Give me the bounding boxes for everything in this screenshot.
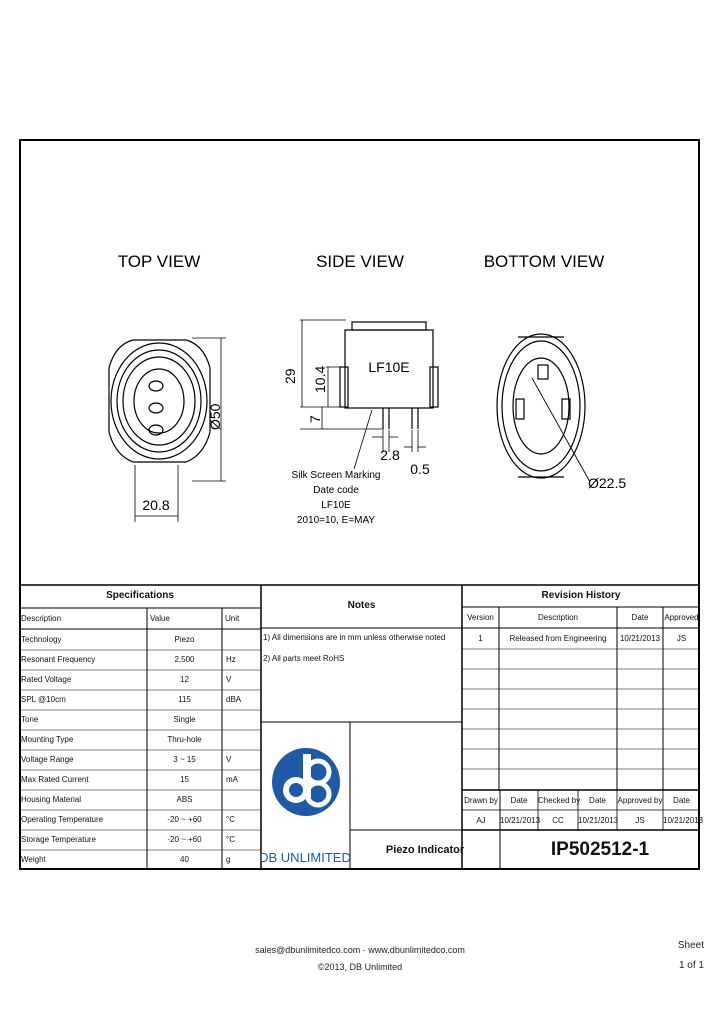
signoff-drawn-date: 10/21/2013 <box>500 816 541 825</box>
rev-version: 1 <box>478 634 483 643</box>
spec-unit: °C <box>226 815 235 824</box>
dim-height-10-4: 10.4 <box>312 365 328 393</box>
spec-desc: Operating Temperature <box>21 815 104 824</box>
spec-header-description: Description <box>21 614 62 623</box>
svg-text:Date code: Date code <box>313 485 359 496</box>
signoff-checked-by-label: Checked by <box>538 796 581 805</box>
notes-title: Notes <box>347 600 376 611</box>
spec-unit: V <box>226 755 232 764</box>
spec-unit: °C <box>226 835 235 844</box>
side-marking: LF10E <box>368 359 410 375</box>
revision-history-title: Revision History <box>541 590 621 601</box>
spec-desc: Resonant Frequency <box>21 655 96 664</box>
spec-desc: SPL @10cm <box>21 695 66 704</box>
silk-screen-note <box>292 470 381 526</box>
signoff-approved-date: 10/21/2013 <box>663 816 704 825</box>
spec-value: ABS <box>176 795 193 804</box>
signoff-date-label: Date <box>673 796 690 805</box>
spec-value: -20 ~ +60 <box>167 835 202 844</box>
rev-date: 10/21/2013 <box>619 634 661 643</box>
svg-text:LF10E: LF10E <box>321 500 351 511</box>
spec-desc: Voltage Range <box>21 755 74 764</box>
dim-pin-0-5: 0.5 <box>410 461 430 477</box>
side-view-title: SIDE VIEW <box>316 252 404 271</box>
spec-unit: V <box>226 675 232 684</box>
part-number: IP502512-1 <box>550 839 650 860</box>
bottom-view-title: BOTTOM VIEW <box>483 252 605 271</box>
spec-desc: Weight <box>21 855 46 864</box>
rev-header-description: Description <box>537 613 578 622</box>
spec-value: -20 ~ +60 <box>167 815 202 824</box>
note-item: 1) All dimensions are in mm unless otherwise noted <box>263 633 446 642</box>
spec-desc: Max Rated Current <box>21 775 89 784</box>
signoff-drawn-by-label: Drawn by <box>464 796 498 805</box>
spec-header-unit: Unit <box>225 614 240 623</box>
signoff-checked-by: CC <box>552 816 564 825</box>
spec-value: 15 <box>180 775 189 784</box>
spec-value: 115 <box>178 695 191 704</box>
rev-approved: JS <box>676 634 687 643</box>
signoff-checked-date: 10/21/2013 <box>578 816 619 825</box>
dim-height-29: 29 <box>282 368 298 384</box>
db-unlimited-logo <box>259 748 351 865</box>
svg-text:2010=10, E=MAY: 2010=10, E=MAY <box>296 515 376 526</box>
top-view-title: TOP VIEW <box>117 252 201 271</box>
signoff-approved-by-label: Approved by <box>617 796 663 805</box>
spec-desc: Rated Voltage <box>21 675 72 684</box>
spec-unit: g <box>226 855 231 864</box>
spec-value: 12 <box>180 675 189 684</box>
spec-unit: dBA <box>226 695 242 704</box>
specifications-title: Specifications <box>106 590 174 601</box>
footer-copyright: ©2013, DB Unlimited <box>317 962 403 972</box>
signoff-date-label: Date <box>589 796 606 805</box>
dim-pitch-2-8: 2.8 <box>380 447 400 463</box>
spec-value: 40 <box>180 855 189 864</box>
spec-unit: mA <box>226 775 238 784</box>
spec-value: Piezo <box>174 635 195 644</box>
logo-text: DB UNLIMITED <box>259 850 351 865</box>
note-item: 2) All parts meet RoHS <box>263 654 345 663</box>
part-description: Piezo Indicator <box>385 844 465 856</box>
spec-desc: Tone <box>21 715 39 724</box>
spec-value: 2,500 <box>174 655 195 664</box>
rev-header-version: Version <box>467 613 494 622</box>
dim-pin-7: 7 <box>307 415 323 423</box>
sheet-number: 1 of 1 <box>678 960 704 971</box>
spec-value: 3 ~ 15 <box>173 755 196 764</box>
spec-desc: Housing Material <box>21 795 82 804</box>
spec-desc: Technology <box>21 635 62 644</box>
spec-desc: Storage Temperature <box>21 835 97 844</box>
spec-unit: Hz <box>226 655 236 664</box>
dim-diameter-50: Ø50 <box>207 403 223 430</box>
spec-desc: Mounting Type <box>21 735 74 744</box>
signoff-drawn-by: AJ <box>476 816 486 825</box>
dim-bottom-diameter: Ø22.5 <box>588 475 627 491</box>
rev-header-approved: Approved <box>664 613 699 622</box>
bottom-view <box>497 334 590 482</box>
dim-width-20-8: 20.8 <box>142 497 170 513</box>
spec-value: Thru-hole <box>167 735 202 744</box>
footer-contact: sales@dbunlimitedco.com · www.dbunlimitedco.com <box>255 945 465 955</box>
table-grid <box>19 585 704 870</box>
sheet-label: Sheet <box>677 940 704 951</box>
spec-value: Single <box>173 715 196 724</box>
svg-text:Silk Screen Marking: Silk Screen Marking <box>291 470 381 481</box>
rev-description: Released from Engineering <box>509 634 607 643</box>
rev-header-date: Date <box>631 613 649 622</box>
signoff-date-label: Date <box>510 796 528 805</box>
signoff-approved-by: JS <box>635 816 645 825</box>
spec-header-value: Value <box>150 614 170 623</box>
